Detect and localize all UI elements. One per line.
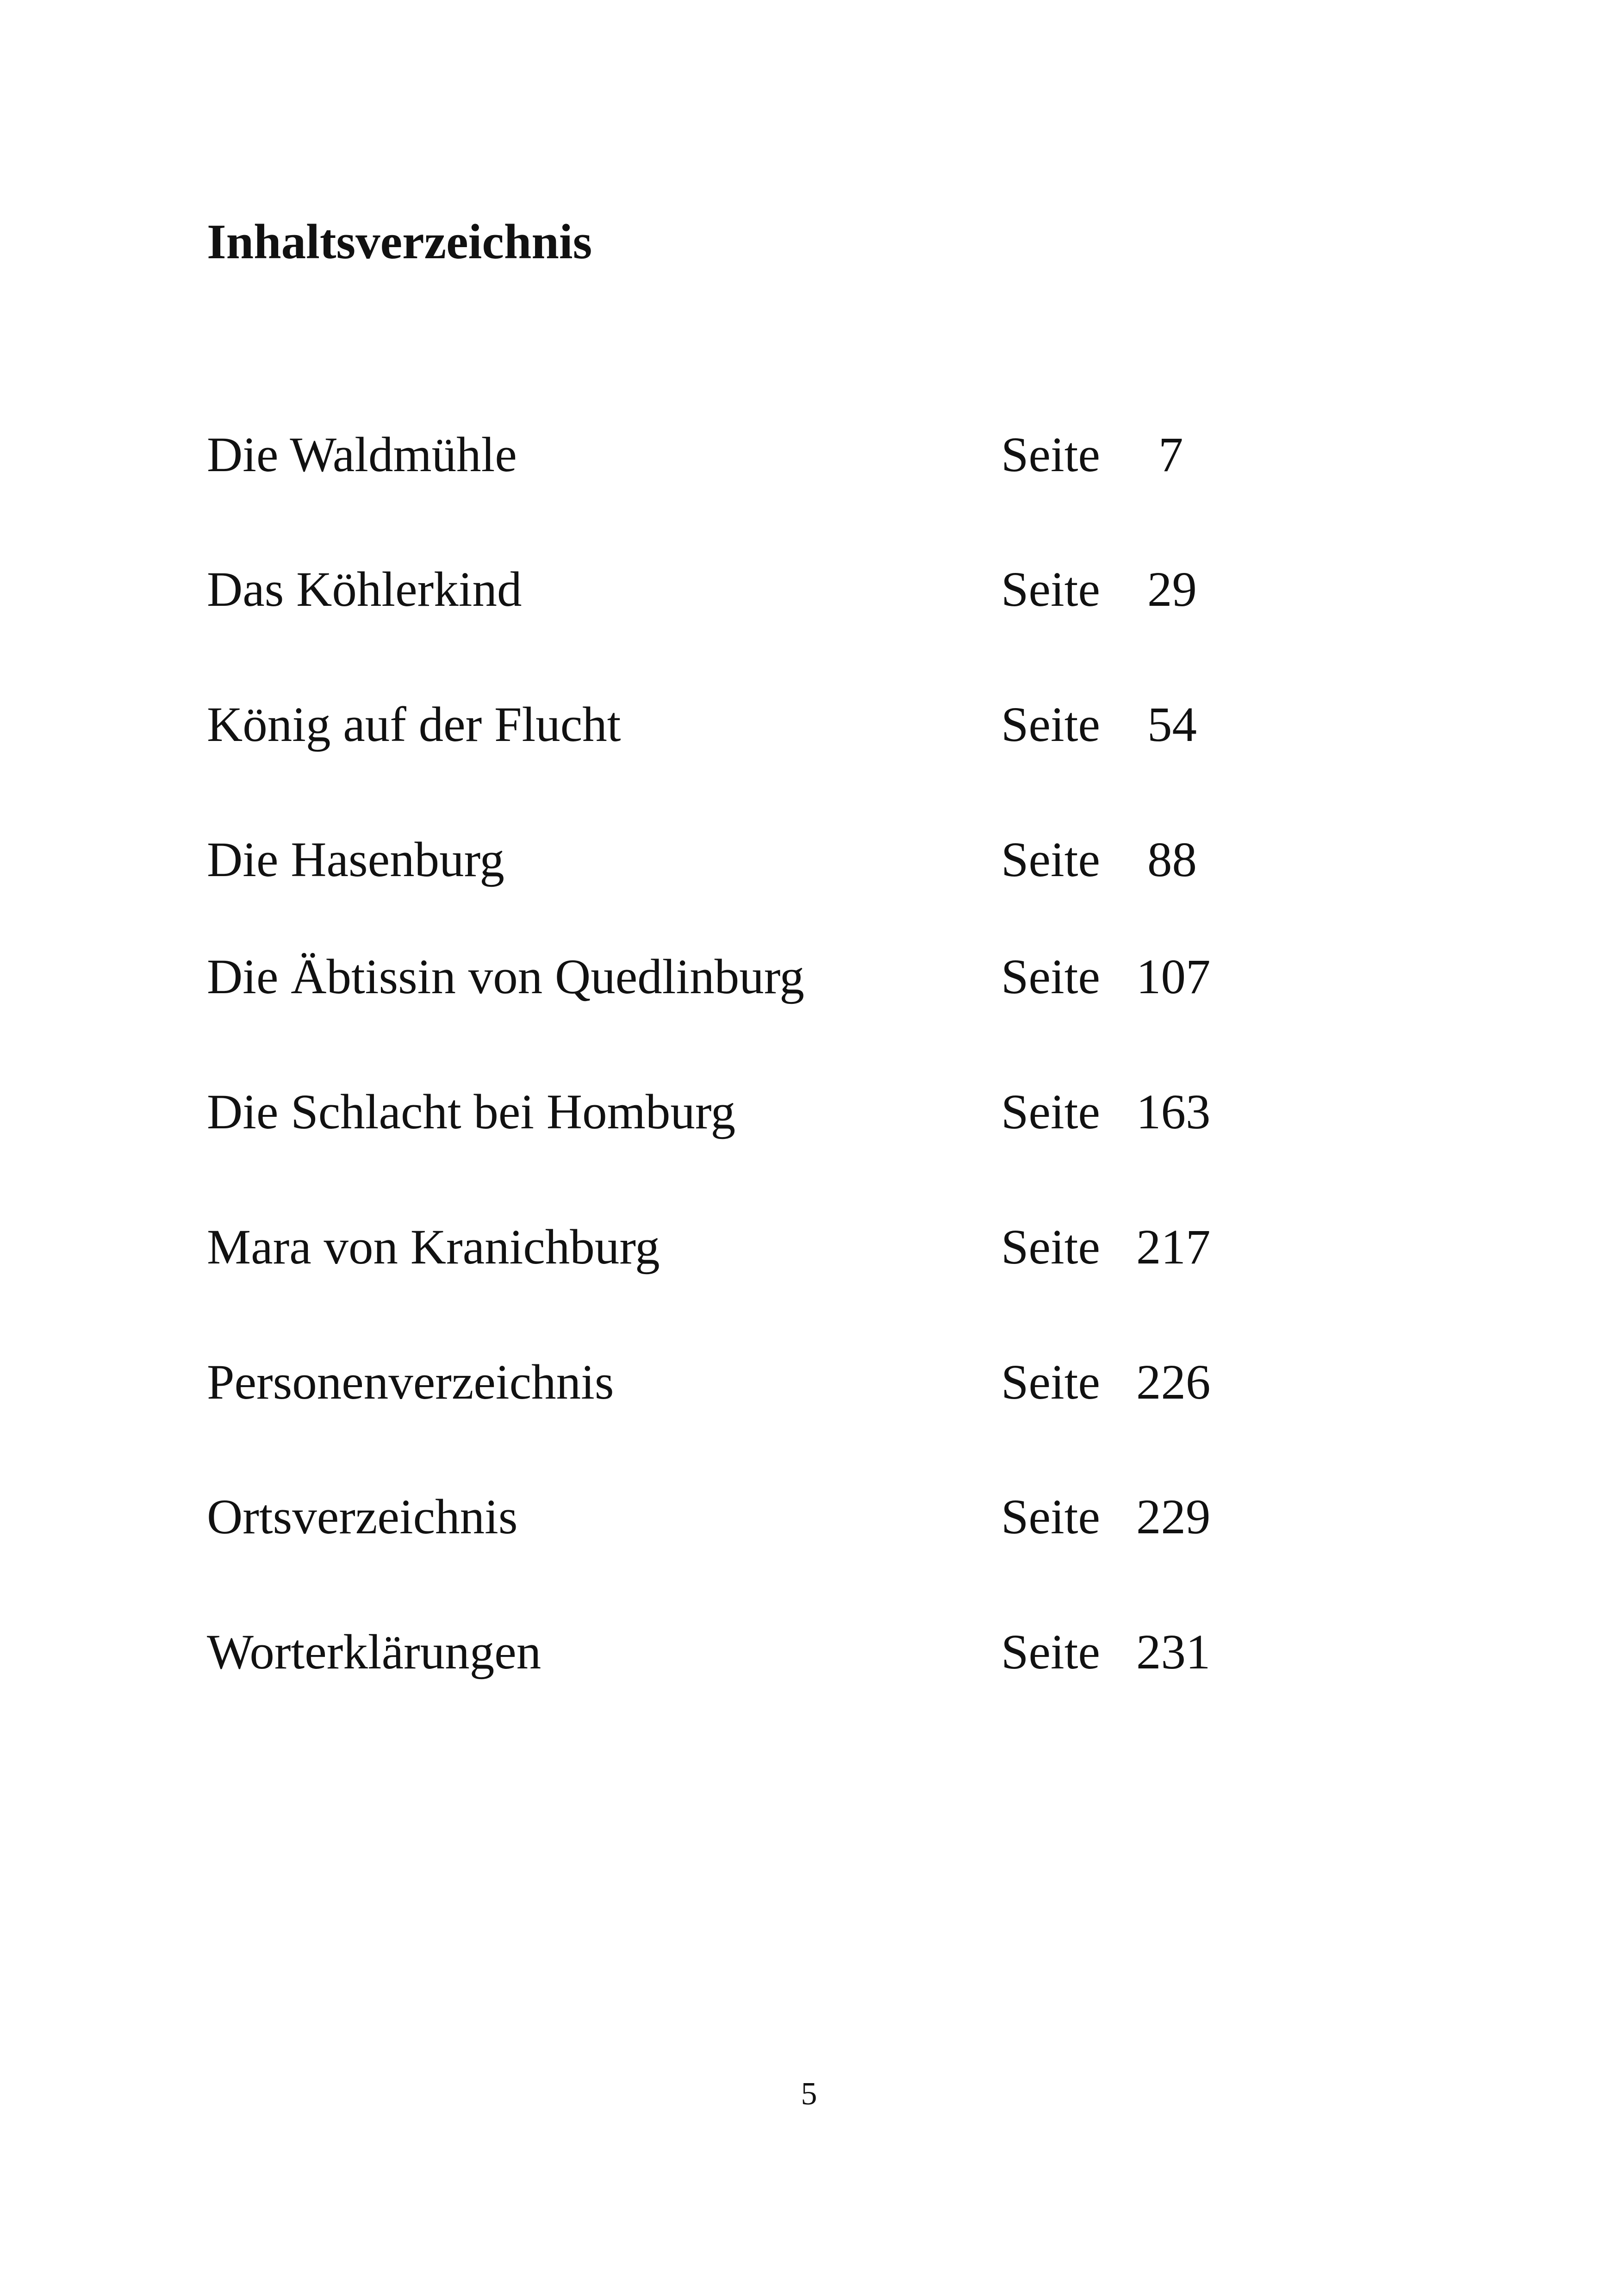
toc-entry-label: Seite [1001,562,1100,617]
toc-entry-label: Seite [1001,1490,1100,1544]
page-title: Inhaltsverzeichnis [207,215,592,269]
toc-entry-title: Die Schlacht bei Homburg [207,1085,736,1139]
toc-entry-page: 54 [1147,697,1197,752]
toc-entry-title: König auf der Flucht [207,697,621,752]
toc-entry [0,1355,1618,1418]
toc-entry [0,562,1618,625]
toc-entry-title: Personenverzeichnis [207,1355,614,1410]
toc-entry-label: Seite [1001,697,1100,752]
toc-entry-page: 107 [1136,950,1211,1004]
page-number: 5 [801,2076,817,2112]
toc-entry-page: 29 [1147,562,1197,617]
toc-entry-label: Seite [1001,833,1100,887]
toc-entry-page: 163 [1136,1085,1211,1139]
toc-entry-page: 229 [1136,1490,1211,1544]
toc-entry-label: Seite [1001,1355,1100,1410]
toc-entry-title: Worterklärungen [207,1625,541,1680]
toc-entry-page: 88 [1147,833,1197,887]
toc-entry-title: Die Hasenburg [207,833,504,887]
toc-entry-page: 7 [1158,428,1183,482]
toc-entry [0,835,1618,896]
toc-entry-label: Seite [1001,1625,1100,1680]
toc-entry-title: Die Waldmühle [207,428,517,482]
toc-entry-page: 217 [1136,1220,1211,1275]
toc-entry [0,1085,1618,1148]
toc-entry-label: Seite [1001,1220,1100,1275]
toc-entry [0,1220,1618,1283]
toc-entry-title: Das Köhlerkind [207,562,522,617]
toc-entry-title: Mara von Kranichburg [207,1220,660,1275]
toc-entry-label: Seite [1001,428,1100,482]
toc-entry [0,697,1618,760]
toc-entry [0,1625,1618,1688]
toc-entry-label: Seite [1001,950,1100,1004]
toc-entry-page: 226 [1136,1355,1211,1410]
toc-entry [0,1490,1618,1553]
toc-entry [0,952,1618,1013]
toc-entry-title: Die Äbtissin von Quedlinburg [207,950,804,1004]
toc-entry [0,430,1618,491]
toc-entry-title: Ortsverzeichnis [207,1490,518,1544]
toc-entry-page: 231 [1136,1625,1211,1680]
toc-entry-label: Seite [1001,1085,1100,1139]
